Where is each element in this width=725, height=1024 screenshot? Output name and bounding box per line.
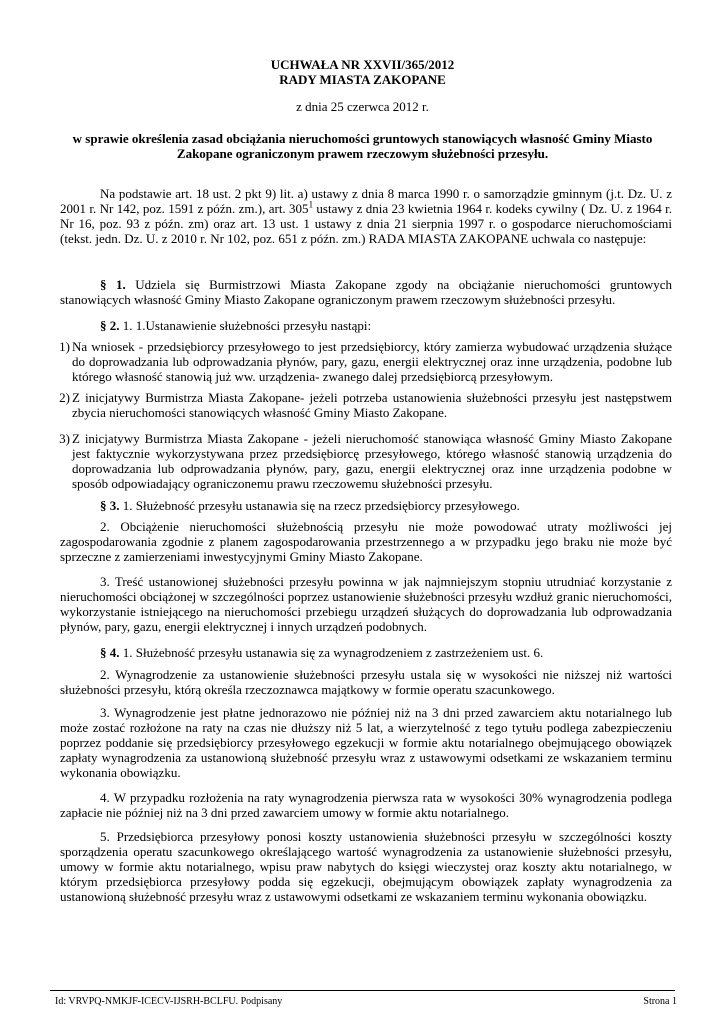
section-3-paragraph-3: 3. Treść ustanowionej służebności przesyłu powinna w jak najmniejszym stopniu utrudniać korzystanie z nieruchomości obciążonej w szczególności poprzez ustanowienie służebności przesyłu wzdłuż granic nieruchomości, wykorzystanie istniejącego na nieruchomości przebiegu urządzeń służących do doprowadzania lub odprowadzania płynów, pary, gazu, energii elektrycznej i innych urządzeń podobnych.	[60, 574, 672, 634]
resolution-number: UCHWAŁA NR XXVII/365/2012	[270, 57, 455, 72]
section-4-paragraph-3: 3. Wynagrodzenie jest płatne jednorazowo nie później niż na 3 dni przed zawarciem aktu notarialnego lub może zostać rozłożone na raty na czas nie dłuższy niż 5 lat, a wierzytelność z tego tytułu podlega zabezpieczeniu poprzez poddanie się przedsiębiorcy przesyłowego egzekucji w formie aktu notarialnego obejmującego obowiązek zapłaty wynagrodzenia za ustanowioną służebność przesyłu wraz z ustawowymi odsetkami ze wskazaniem terminu wykonania obowiązku.	[60, 705, 672, 780]
list-item-text: Z inicjatywy Burmistrza Miasta Zakopane- jeżeli potrzeba ustanowienia służebności przesyłu jest następstwem zbycia nieruchomości stanowiących własność Gminy Miasto Zakopane.	[72, 390, 672, 420]
document-id: Id: VRVPQ-NMKJF-ICECV-IJSRH-BCLFU. Podpisany	[55, 996, 283, 1007]
list-item-number: 3)	[59, 431, 70, 446]
section-1	[60, 277, 672, 307]
page-number: Strona 1	[643, 996, 677, 1007]
resolution-date: z dnia 25 czerwca 2012 r.	[296, 99, 429, 114]
preamble-part1: Na podstawie art. 18 ust. 2 pkt 9) lit. a) ustawy z dnia 8 marca 1990 r. o samorządzie gminnym (j.t. Dz. U. z 2001 r. Nr 142, poz. 1591 z późn. zm.), art. 305	[60, 186, 672, 216]
section-4-paragraph-4: 4. W przypadku rozłożenia na raty wynagrodzenia pierwsza rata w wysokości 30% wynagrodzenia podlega zapłacie nie później niż na 3 dni przed zawarciem umowy w formie aktu notarialnego.	[60, 790, 672, 820]
section-1-text: Udziela się Burmistrzowi Miasta Zakopane zgody na obciążanie nieruchomości gruntowych stanowiących własność Gminy Miasto Zakopane ograniczonym prawem rzeczowym służebności przesyłu.	[60, 277, 672, 307]
section-2-label: § 2.	[100, 318, 120, 333]
section-3-paragraph-2: 2. Obciążenie nieruchomości służebnością przesyłu nie może powodować utraty możliwości jej zagospodarowania zgodnie z planem zagospodarowania przestrzennego a w przypadku jego braku nie może być sprzeczne z zamierzeniami inwestycyjnymi Gminy Miasto Zakopane.	[60, 519, 672, 564]
list-item-number: 1)	[59, 339, 70, 354]
section-4-paragraph-5: 5. Przedsiębiorca przesyłowy ponosi koszty ustanowienia służebności przesyłu w szczególności koszty sporządzenia operatu szacunkowego określającego wartość wynagrodzenia za ustanowienie służebności przesyłu, umowy w formie aktu notarialnego, wpisu praw nabytych do księgi wieczystej oraz koszty aktu notarialnego, w którym przedsiębiorca przesyłowy podda się egzekucji, obejmującym obowiązek zapłaty wynagrodzenia za ustanowioną służebność przesyłu wraz z ustawowymi odsetkami ze wskazaniem terminu wykonania obowiązku.	[60, 829, 672, 904]
list-item-number: 2)	[59, 390, 70, 405]
section-3-paragraph-1: 1. Służebność przesyłu ustanawia się na rzecz przedsiębiorcy przesyłowego.	[119, 498, 520, 513]
preamble	[60, 186, 672, 246]
section-4-paragraph-2: 2. Wynagrodzenie za ustanowienie służebności przesyłu ustala się w wysokości nie niższej niż wartości służebności przesyłu, którą określa rzeczoznawca majątkowy w formie operatu szacunkowego.	[60, 667, 672, 697]
council-name: RADY MIASTA ZAKOPANE	[279, 72, 446, 87]
section-2	[60, 318, 672, 333]
list-item-text: Na wniosek - przedsiębiorcy przesyłowego to jest przedsiębiorcy, który zamierza wybudować urządzenia służące do doprowadzania lub odprowadzania płynów, pary, gazu, energii elektrycznej oraz inne urządzenia, podobne lub którego własność stanowią już ww. urządzenia- zwanego dalej przedsiębiorcą przesyłowym.	[72, 339, 672, 384]
section-1-label: § 1.	[100, 277, 126, 292]
section-4-label: § 4.	[100, 645, 120, 660]
footer-divider	[50, 990, 675, 991]
list-item	[34, 390, 672, 420]
list-item-text: Z inicjatywy Burmistrza Miasta Zakopane - jeżeli nieruchomość stanowiąca własność Gminy Miasto Zakopane jest faktycznie wykorzystywana przez przedsiębiorcę przesyłowego, którego własność stanowią urządzenia do doprowadzania lub odprowadzania płynów, pary, gazu, energii elektrycznej oraz inne urządzenia podobne w sposób odpowiadający ograniczonemu prawu rzeczowemu służebności przesyłu.	[72, 431, 672, 491]
section-4	[60, 645, 672, 660]
preamble-superscript: 1	[308, 199, 314, 210]
list-item	[34, 339, 672, 384]
section-2-text: 1. 1.Ustanawienie służebności przesyłu nastąpi:	[119, 318, 372, 333]
section-4-paragraph-1: 1. Służebność przesyłu ustanawia się za wynagrodzeniem z zastrzeżeniem ust. 6.	[119, 645, 544, 660]
preamble-part2: ustawy z dnia 23 kwietnia 1964 r. kodeks cywilny ( Dz. U. z 1964 r. Nr 16, poz. 93 z późn. zm) oraz art. 13 ust. 1 ustawy z dnia 21 sierpnia 1997 r. o gospodarce nieruchomościami (tekst. jedn. Dz. U. z 2010 r. Nr 102, poz. 651 z późn. zm.) RADA MIASTA ZAKOPANE uchwala co następuje:	[60, 201, 673, 246]
resolution-subject: w sprawie określenia zasad obciążania nieruchomości gruntowych stanowiących własność Gminy Miasto Zakopane ograniczonym prawem rzeczowym służebności przesyłu.	[72, 131, 653, 161]
section-3	[60, 498, 672, 513]
section-3-label: § 3.	[100, 498, 120, 513]
list-item	[34, 431, 672, 491]
